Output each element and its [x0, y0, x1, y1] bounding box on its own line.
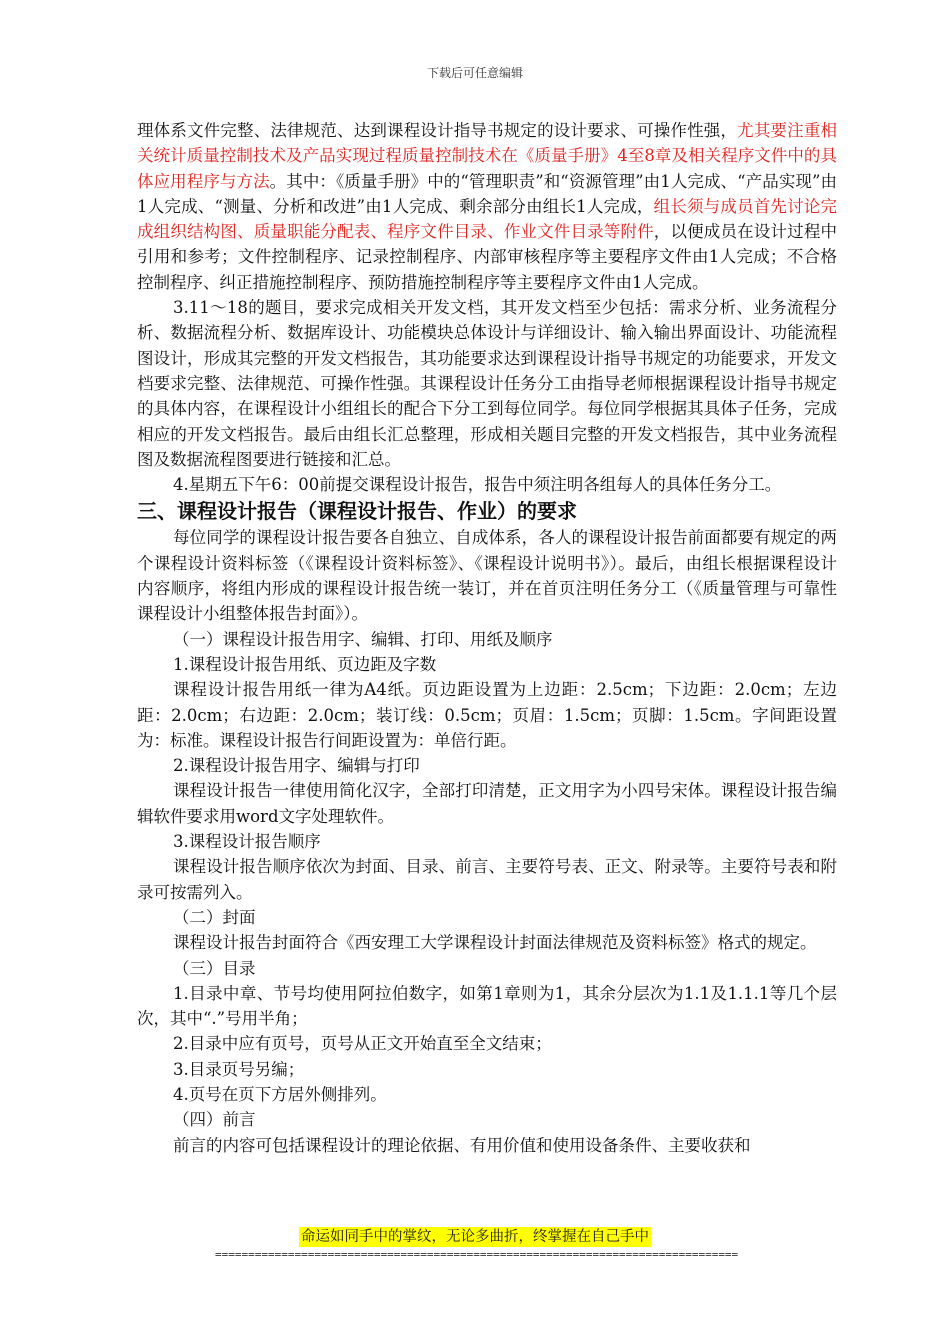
- paragraph-text: 。其中：《质量手册》中的“管理职责”和“资源管理”由1人完成、“产品实现”由1人完成、“测量、分析和改进”由1人完成、剩余部分由组长1人完成，: [137, 171, 837, 216]
- list-item: 3.目录页号另编；: [173, 1059, 305, 1079]
- item-heading: 1.课程设计报告用纸、页边距及字数: [173, 654, 437, 674]
- item-body: 前言的内容可包括课程设计的理论依据、有用价值和使用设备条件、主要收获和: [173, 1135, 751, 1155]
- paragraph-text: ，以便成员在设计过程中引用和参考；文件控制程序、记录控制程序、内部审核程序等主要程序文件由1人完成；不合格控制程序、纠正措施控制程序、预防措施控制程序等主要程序文件由1人完成。: [137, 222, 838, 292]
- subsection-heading: （一）课程设计报告用字、编辑、打印、用纸及顺序: [173, 629, 553, 649]
- list-item: 2.目录中应有页号，页号从正文开始直至全文结束；: [173, 1034, 552, 1054]
- paragraph-requirements: [137, 118, 837, 295]
- page-footer: [0, 1226, 950, 1247]
- motto-banner: 命运如同手中的掌纹，无论多曲折，终掌握在自己手中: [301, 1229, 649, 1245]
- paragraph-deadline: 4.星期五下午6：00前提交课程设计报告，报告中须注明各组每人的具体任务分工。: [173, 475, 782, 495]
- item-body: 课程设计报告顺序依次为封面、目录、前言、主要符号表、正文、附录等。主要符号表和附录可按需列入。: [137, 857, 837, 902]
- page-header: 下载后可任意编辑: [426, 66, 523, 80]
- item-heading: 3.课程设计报告顺序: [173, 832, 321, 852]
- footer-rule: ===============================================================================: [215, 1248, 739, 1261]
- subsection-heading: （三）目录: [173, 958, 256, 978]
- paragraph-report-intro: 每位同学的课程设计报告要各自独立、自成体系，各人的课程设计报告前面都要有规定的两个课程设计资料标签（《课程设计资料标签》、《课程设计说明书》）。最后，由组长根据课程设计内容顺序，将组内形成的课程设计报告统一装订，并在首页注明任务分工（《质量管理与可靠性课程设计小组整体报告封面》）。: [137, 528, 837, 624]
- item-heading: 2.课程设计报告用字、编辑与打印: [173, 756, 420, 776]
- list-item: 4.页号在页下方居外侧排列。: [173, 1084, 387, 1104]
- emphasis-text: 尤其要注重相关统计质量控制技术及产品实现过程质量控制技术在《质量手册》4至8章及相关程序文件中的具体应用程序与方法: [137, 121, 838, 191]
- emphasis-text: 组长须与成员首先讨论完成组织结构图、质量职能分配表、程序文件目录、作业文件目录等附件: [137, 196, 837, 242]
- item-body: 课程设计报告一律使用简化汉字，全部打印清楚，正文用字为小四号宋体。课程设计报告编辑软件要求用word文字处理软件。: [137, 781, 837, 826]
- subsection-heading: （二）封面: [173, 907, 256, 927]
- document-body: [137, 118, 837, 1158]
- item-body: 课程设计报告封面符合《西安理工大学课程设计封面法律规范及资料标签》格式的规定。: [173, 933, 817, 953]
- item-body: 课程设计报告用纸一律为A4纸。页边距设置为上边距：2.5cm；下边距：2.0cm；左边距：2.0cm；右边距：2.0cm；装订线：0.5cm；页眉：1.5cm；页脚：1.5cm。字间距设置为：标准。课程设计报告行间距设置为：单倍行距。: [137, 680, 837, 750]
- list-item: 1.目录中章、节号均使用阿拉伯数字，如第1章则为1，其余分层次为1.1及1.1.1等几个层次，其中“.”号用半角；: [137, 983, 837, 1029]
- subsection-heading: （四）前言: [173, 1110, 256, 1130]
- paragraph-dev-docs: 3.11～18的题目，要求完成相关开发文档，其开发文档至少包括：需求分析、业务流程分析、数据流程分析、数据库设计、功能模块总体设计与详细设计、输入输出界面设计、功能流程图设计，形成其完整的开发文档报告，其功能要求达到课程设计指导书规定的功能要求，开发文档要求完整、法律规范、可操作性强。其课程设计任务分工由指导老师根据课程设计指导书规定的具体内容，在课程设计小组组长的配合下分工到每位同学。每位同学根据其具体子任务，完成相应的开发文档报告。最后由组长汇总整理，形成相关题目完整的开发文档报告，其中业务流程图及数据流程图要进行链接和汇总。: [137, 298, 837, 469]
- section-heading: 三、课程设计报告（课程设计报告、作业）的要求: [137, 499, 577, 524]
- paragraph-text: 理体系文件完整、法律规范、达到课程设计指导书规定的设计要求、可操作性强，: [137, 121, 738, 140]
